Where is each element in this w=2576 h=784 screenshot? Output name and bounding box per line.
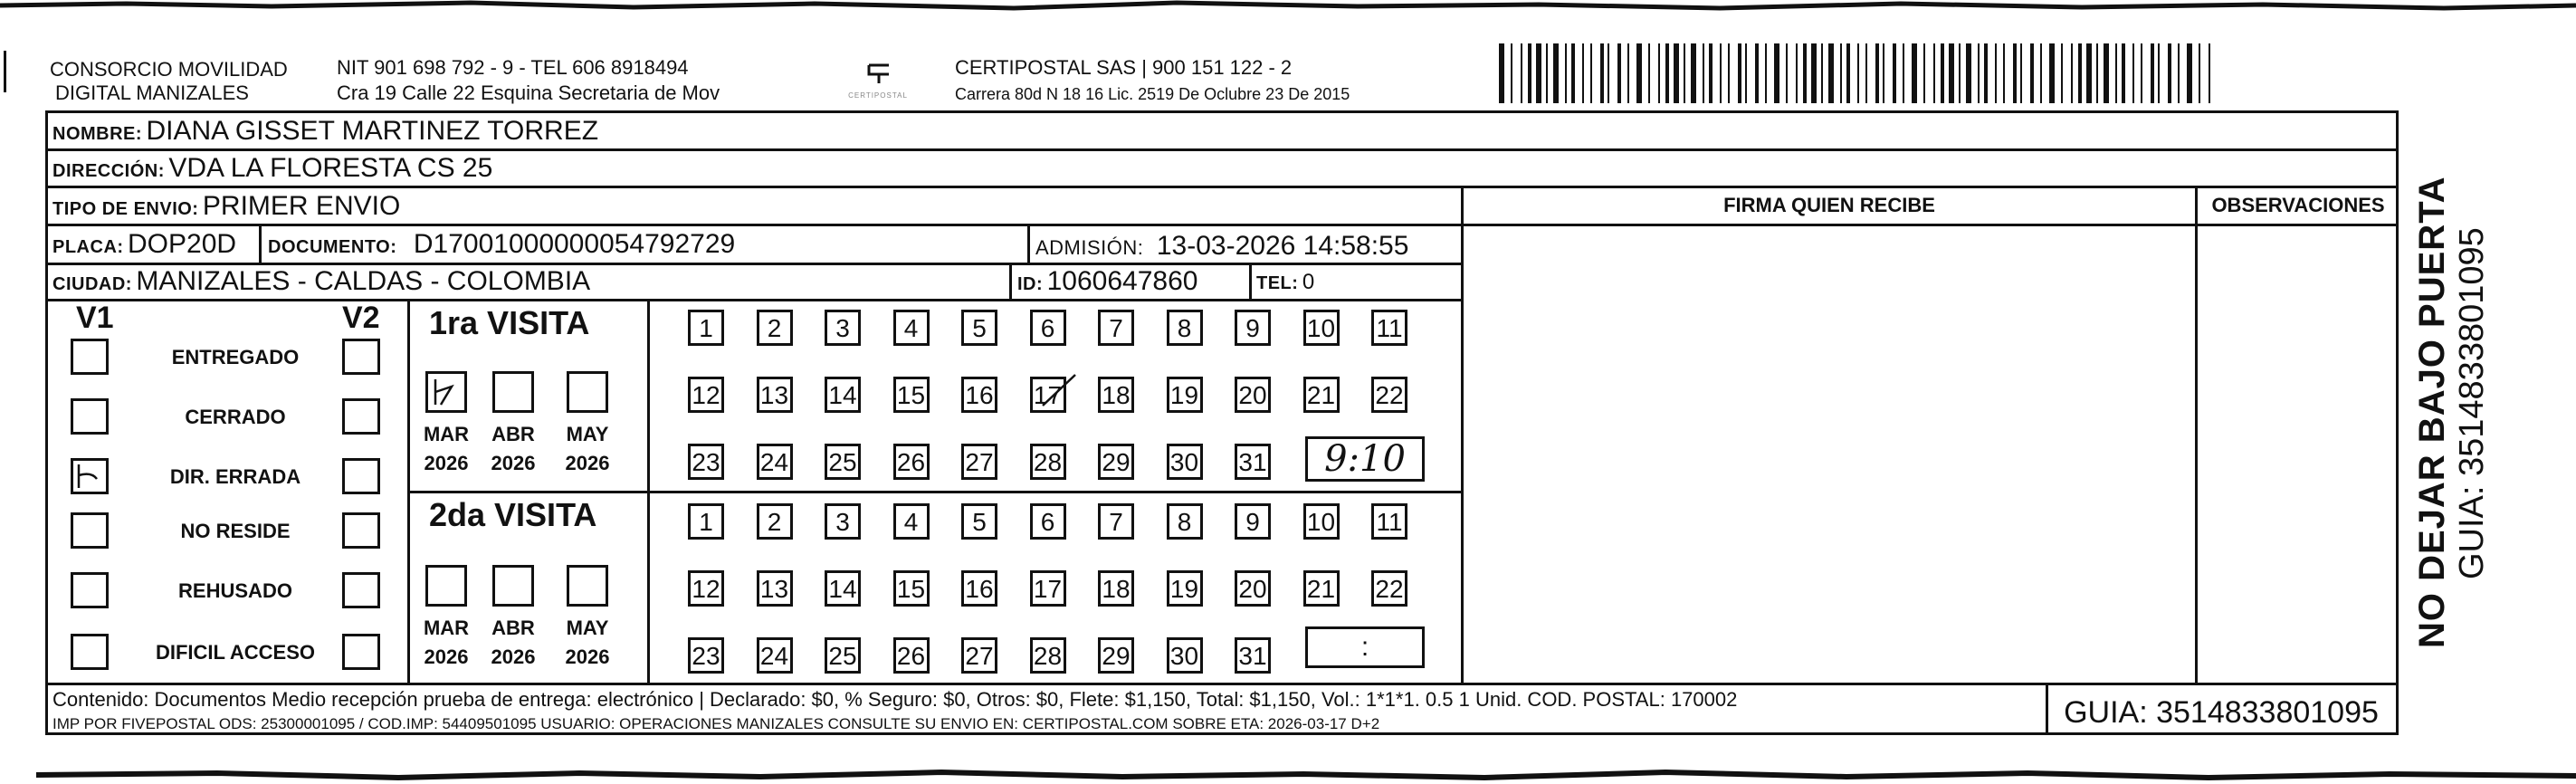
visit1-year-label: 2026 [491,452,536,474]
barcode-bars [1499,43,2214,103]
placa-label: PLACA: [52,237,124,257]
visit2-day-box[interactable]: 18 [1098,570,1134,607]
visit1-day-box[interactable]: 28 [1030,444,1066,480]
visit2-day-box[interactable]: 17 [1030,570,1066,607]
documento-cell [268,229,735,260]
v1-checkbox[interactable] [71,512,109,549]
visit1-day-box[interactable]: 25 [825,444,861,480]
status-option-label: DIFICIL ACCESO [155,641,315,664]
visit2-year-label: 2026 [424,645,469,668]
visit2-day-box[interactable]: 14 [825,570,861,607]
visit2-day-box[interactable]: 20 [1235,570,1271,607]
visit2-day-box[interactable]: 1 [688,503,724,540]
sender-address: Cra 19 Calle 22 Esquina Secretaria de Mov [337,81,720,104]
divider [259,224,262,263]
v1-checkbox[interactable] [71,339,109,375]
visit2-day-box[interactable]: 25 [825,637,861,674]
visit2-month-label: MAY [566,617,609,639]
v2-checkbox[interactable] [342,634,380,670]
v2-checkbox[interactable] [342,458,380,494]
divider [1027,263,1462,265]
visit2-day-box[interactable]: 7 [1098,503,1134,540]
visit2-day-box[interactable]: 4 [893,503,930,540]
id-label: ID: [1017,274,1044,294]
visit1-time-field[interactable]: 9:10 [1305,436,1425,482]
status-option-label: NO RESIDE [180,520,291,542]
visit2-title: 2da VISITA [429,496,597,533]
visit1-month-label: MAY [566,423,609,445]
visit1-year-label: 2026 [424,452,469,474]
tel-value: 0 [1302,270,1315,294]
visit2-day-box[interactable]: 28 [1030,637,1066,674]
divider [2046,683,2048,735]
observations-area[interactable] [2198,226,2396,679]
tipo-envio-value: PRIMER ENVIO [202,191,401,221]
v1-checkbox[interactable] [71,634,109,670]
visit2-day-box[interactable]: 3 [825,503,861,540]
visit2-month-label: ABR [491,617,535,639]
v2-checkbox[interactable] [342,572,380,608]
v1-checkbox-checked[interactable] [71,458,109,494]
footer-print-info: IMP POR FIVEPOSTAL ODS: 25300001095 / COD.IMP: 54409501095 USUARIO: OPERACIONES MANIZALES CONSULTE SU ENVIO EN: CERTIPOSTAL.COM SOBRE ETA: 2026-03-17 D+2 [52,715,1380,732]
visit2-day-box[interactable]: 23 [688,637,724,674]
visit2-day-box[interactable]: 12 [688,570,724,607]
visit2-day-box[interactable]: 27 [961,637,997,674]
admision-cell [1035,231,1408,262]
visit1-day-box[interactable]: 13 [757,377,793,413]
divider [1009,263,1012,299]
sender-details [337,56,807,105]
day-check-mark [1039,371,1081,411]
visit2-day-box[interactable]: 16 [961,570,997,607]
visit1-day-box[interactable]: 20 [1235,377,1271,413]
id-cell [1017,266,1197,297]
visit1-day-box[interactable]: 16 [961,377,997,413]
margin-mark [4,51,6,92]
visit1-day-box[interactable]: 21 [1303,377,1340,413]
visit2-month-checkbox[interactable] [492,565,534,607]
courier-logo-icon [842,60,914,87]
visit1-month-checkbox[interactable] [492,371,534,413]
signature-area[interactable] [1464,226,2192,679]
visit2-month-checkbox[interactable] [567,565,608,607]
visit2-day-box[interactable]: 5 [961,503,997,540]
status-option-label: CERRADO [185,406,286,428]
courier-address: Carrera 80d N 18 16 Lic. 2519 De Oclubre 23 De 2015 [955,85,1350,103]
visit1-day-box[interactable]: 17 [1030,377,1066,413]
torn-top-edge [0,0,2576,18]
ciudad-value: MANIZALES - CALDAS - COLOMBIA [136,266,591,296]
visit1-day-box[interactable]: 24 [757,444,793,480]
visit2-day-box[interactable]: 15 [893,570,930,607]
visit1-year-label: 2026 [565,452,610,474]
sender-nit: NIT 901 698 792 - 9 - TEL 606 8918494 [337,56,689,79]
admision-value: 13-03-2026 14:58:55 [1156,231,1409,261]
divider [1249,263,1252,299]
visit2-day-box[interactable]: 24 [757,637,793,674]
sender-name-line2: DIGITAL MANIZALES [55,81,249,104]
visit1-day-box[interactable]: 9 [1235,310,1271,346]
v2-checkbox[interactable] [342,512,380,549]
visit1-day-box[interactable]: 3 [825,310,861,346]
tipo-envio-label: TIPO DE ENVIO: [52,199,199,219]
visit2-day-box[interactable]: 31 [1235,637,1271,674]
visit1-month-label: MAR [423,423,470,445]
visit1-day-box[interactable]: 10 [1303,310,1340,346]
divider [407,299,410,683]
divider [647,299,650,683]
visit1-title: 1ra VISITA [429,304,590,341]
visit1-day-box[interactable]: 27 [961,444,997,480]
ciudad-label: CIUDAD: [52,274,132,294]
visit2-day-box[interactable]: 21 [1303,570,1340,607]
direccion-row [52,153,492,184]
firma-header: FIRMA QUIEN RECIBE [1723,194,1935,216]
v2-checkbox[interactable] [342,398,380,435]
visit2-day-box[interactable]: 2 [757,503,793,540]
documento-value: D17001000000054792729 [413,229,736,259]
barcode [1499,43,2214,103]
visit1-day-box[interactable]: 19 [1167,377,1203,413]
visit1-day-box[interactable]: 26 [893,444,930,480]
visit2-day-box[interactable]: 26 [893,637,930,674]
v2-checkbox[interactable] [342,339,380,375]
id-value: 1060647860 [1046,266,1198,296]
divider [1027,224,1030,263]
v1-checkbox[interactable] [71,398,109,435]
nombre-label: NOMBRE: [52,124,143,144]
courier-logo-caption: CERTIPOSTAL [848,91,908,100]
visit2-day-box[interactable]: 29 [1098,637,1134,674]
courier-block [955,56,1498,104]
nombre-value: DIANA GISSET MARTINEZ TORREZ [146,116,599,146]
visit2-day-box[interactable]: 6 [1030,503,1066,540]
documento-label: DOCUMENTO: [268,237,397,257]
direccion-value: VDA LA FLORESTA CS 25 [168,153,493,183]
direccion-label: DIRECCIÓN: [52,161,165,181]
sender-name-line1: CONSORCIO MOVILIDAD [50,58,288,81]
placa-cell [52,229,236,260]
status-option-label: DIR. ERRADA [169,465,301,488]
visit2-day-box[interactable]: 11 [1371,503,1407,540]
visit1-day-box[interactable]: 22 [1371,377,1407,413]
courier-logo [842,60,914,103]
ciudad-cell [52,266,590,297]
visit1-day-box[interactable]: 14 [825,377,861,413]
torn-bottom-edge [0,766,2576,784]
visit2-day-box[interactable]: 9 [1235,503,1271,540]
visit1-month-checkbox[interactable] [567,371,608,413]
divider [45,186,2399,188]
visit1-month-label: ABR [491,423,535,445]
visit1-day-box[interactable]: 5 [961,310,997,346]
visit1-day-box[interactable]: 15 [893,377,930,413]
visit1-month-checkbox[interactable] [425,371,467,413]
visit1-day-box[interactable]: 12 [688,377,724,413]
courier-name: CERTIPOSTAL SAS | 900 151 122 - 2 [955,56,1293,79]
divider [45,299,1462,301]
v1-header: V1 [76,301,114,335]
nombre-row [52,116,598,147]
tipo-envio-row [52,191,400,222]
visit1-day-box[interactable]: 30 [1167,444,1203,480]
visit1-day-box[interactable]: 1 [688,310,724,346]
visit2-day-box[interactable]: 30 [1167,637,1203,674]
visit1-day-box[interactable]: 31 [1235,444,1271,480]
tel-label: TEL: [1256,273,1299,293]
v2-header: V2 [342,301,380,335]
visit2-day-box[interactable]: 22 [1371,570,1407,607]
visit1-day-box[interactable]: 18 [1098,377,1134,413]
observaciones-header: OBSERVACIONES [2211,194,2385,216]
placa-value: DOP20D [128,229,237,259]
sender-block [50,58,339,105]
admision-label: ADMISIÓN: [1035,236,1144,259]
visit2-month-label: MAR [423,617,470,639]
visit2-month-checkbox[interactable] [425,565,467,607]
status-option-label: REHUSADO [178,579,292,602]
visit2-day-box[interactable]: 8 [1167,503,1203,540]
visit2-time-field[interactable]: : [1305,626,1425,668]
visit1-day-box[interactable]: 8 [1167,310,1203,346]
visit1-day-box[interactable]: 23 [688,444,724,480]
visit1-day-box[interactable]: 29 [1098,444,1134,480]
visit1-day-box[interactable]: 6 [1030,310,1066,346]
tel-cell [1256,270,1314,295]
footer-guia: GUIA: 3514833801095 [2064,695,2379,730]
visit2-day-box[interactable]: 10 [1303,503,1340,540]
status-option-label: ENTREGADO [171,346,300,368]
visit1-day-box[interactable]: 7 [1098,310,1134,346]
visit1-day-box[interactable]: 2 [757,310,793,346]
visit2-year-label: 2026 [491,645,536,668]
footer-content: Contenido: Documentos Medio recepción prueba de entrega: electrónico | Declarado: $0, % Seguro: $0, Otros: $0, Flete: $1,150, Total: $1,150, Vol.: 1*1*1. 0.5 1 Unid. COD. POSTAL: 170002 [52,688,1738,711]
visit2-year-label: 2026 [565,645,610,668]
visit2-day-box[interactable]: 13 [757,570,793,607]
side-guia: GUIA: 3514833801095 [2453,227,2491,579]
visit2-day-box[interactable]: 19 [1167,570,1203,607]
side-warning: NO DEJAR BAJO PUERTA [2412,176,2452,648]
divider [407,491,1462,493]
visit1-day-box[interactable]: 11 [1371,310,1407,346]
visit1-day-box[interactable]: 4 [893,310,930,346]
divider [45,148,2399,151]
v1-checkbox[interactable] [71,572,109,608]
